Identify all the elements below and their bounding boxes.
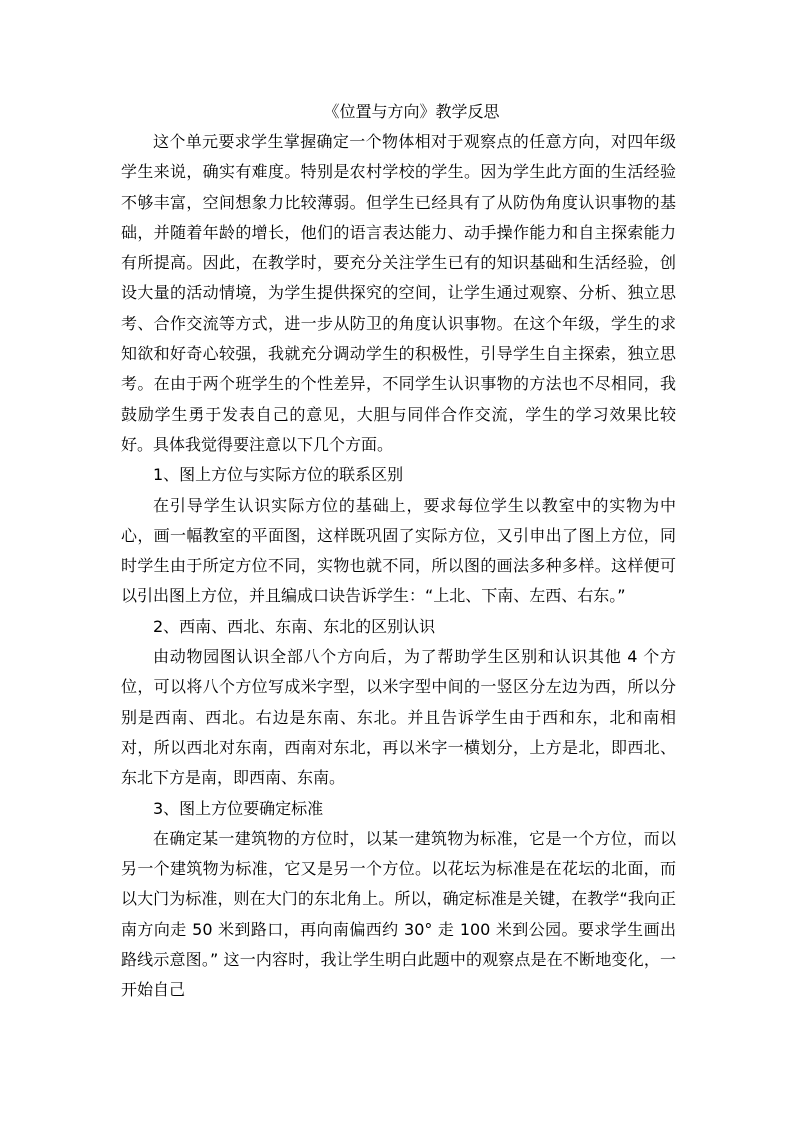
section-heading-1: 1、图上方位与实际方位的联系区别 [153, 465, 404, 485]
document-title: 《位置与方向》教学反思 [323, 102, 500, 121]
section-heading-2: 2、西南、西北、东南、东北的区别认识 [153, 616, 436, 636]
section-body-2: 由动物园图认识全部八个方向后，为了帮助学生区别和认识其他 4 个方位，可以将八个方位写成米字型，以米字型中间的一竖区分左边为西，所以分别是西南、西北。右边是东南、东北。并且告诉学生由于西和东，北和南相对，所以西北对东南，西南对东北，再以米字一横划分，上方是北，即西北、东北下方是南，即西南、东南。 [121, 647, 676, 788]
section-heading-3: 3、图上方位要确定标准 [153, 798, 324, 818]
section-body-1: 在引导学生认识实际方位的基础上，要求每位学生以教室中的实物为中心，画一幅教室的平面图，这样既巩固了实际方位，又引申出了图上方位，同时学生由于所定方位不同，实物也就不同，所以图的画法多种多样。这样便可以引出图上方位，并且编成口诀告诉学生：“上北、下南、左西、右东。” [121, 495, 676, 606]
intro-paragraph: 这个单元要求学生掌握确定一个物体相对于观察点的任意方向，对四年级学生来说，确实有难度。特别是农村学校的学生。因为学生此方面的生活经验不够丰富，空间想象力比较薄弱。但学生已经具有了从防伪角度认识事物的基础，并随着年龄的增长，他们的语言表达能力、动手操作能力和自主探索能力有所提高。因此，在教学时，要充分关注学生已有的知识基础和生活经验，创设大量的活动情境，为学生提供探究的空间，让学生通过观察、分析、独立思考、合作交流等方式，进一步从防卫的角度认识事物。在这个年级，学生的求知欲和好奇心较强，我就充分调动学生的积极性，引导学生自主探索，独立思考。在由于两个班学生的个性差异，不同学生认识事物的方法也不尽相同，我鼓励学生勇于发表自己的意见，大胆与同伴合作交流，学生的学习效果比较好。具体我觉得要注意以下几个方面。 [121, 132, 676, 454]
section-body-3: 在确定某一建筑物的方位时，以某一建筑物为标准，它是一个方位，而以另一个建筑物为标准，它又是另一个方位。以花坛为标准是在花坛的北面，而以大门为标准，则在大门的东北角上。所以，确定标准是关键，在教学“我向正南方向走 50 米到路口，再向南偏西约 30° 走 100 米到公园。要求学生画出路线示意图。” 这一内容时，我让学生明白此题中的观察点是在不断地变化，一开始自己 [121, 828, 676, 1000]
document-page [121, 97, 676, 1006]
